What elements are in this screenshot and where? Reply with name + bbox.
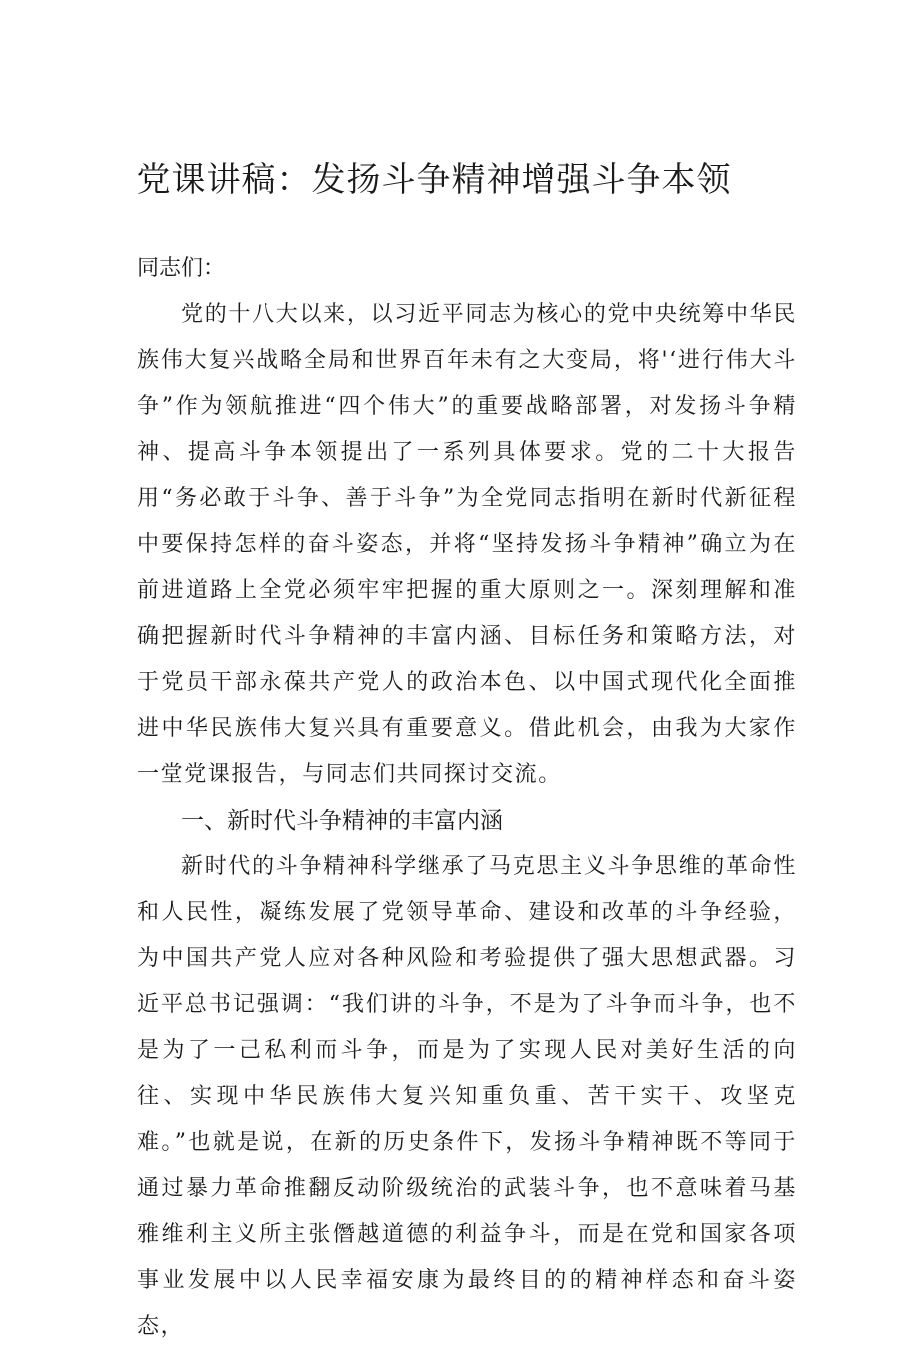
document-body [137, 246, 797, 1350]
section-paragraph: 新时代的斗争精神科学继承了马克思主义斗争思维的革命性和人民性，凝练发展了党领导革命、建设和改革的斗争经验，为中国共产党人应对各种风险和考验提供了强大思想武器。习近平总书记强调：“我们讲的斗争，不是为了斗争而斗争，也不是为了一己私利而斗争，而是为了实现人民对美好生活的向往、实现中华民族伟大复兴知重负重、苦干实干、攻坚克难。”也就是说，在新的历史条件下，发扬斗争精神既不等同于通过暴力革命推翻反动阶级统治的武装斗争，也不意味着马基雅维利主义所主张僭越道德的利益争斗，而是在党和国家各项事业发展中以人民幸福安康为最终目的的精神样态和奋斗姿态， [137, 854, 797, 1339]
salutation: 同志们： [137, 256, 226, 281]
document-title-text: 党课讲稿：发扬斗争精神增强斗争本领 [136, 160, 732, 200]
intro-paragraph: 党的十八大以来，以习近平同志为核心的党中央统筹中华民族伟大复兴战略全局和世界百年未有之大变局，将'‘进行伟大斗争”作为领航推进“四个伟大”的重要战略部署，对发扬斗争精神、提高斗争本领提出了一系列具体要求。党的二十大报告用“务必敢于斗争、善于斗争”为全党同志指明在新时代新征程中要保持怎样的奋斗姿态，并将“坚持发扬斗争精神”确立为在前进道路上全党必须牢牢把握的重大原则之一。深刻理解和准确把握新时代斗争精神的丰富内涵、目标任务和策略方法，对于党员干部永葆共产党人的政治本色、以中国式现代化全面推进中华民族伟大复兴具有重要意义。借此机会，由我为大家作一堂党课报告，与同志们共同探讨交流。 [137, 302, 797, 787]
document-title [0, 152, 920, 201]
section-heading: 一、新时代斗争精神的丰富内涵 [181, 808, 503, 834]
